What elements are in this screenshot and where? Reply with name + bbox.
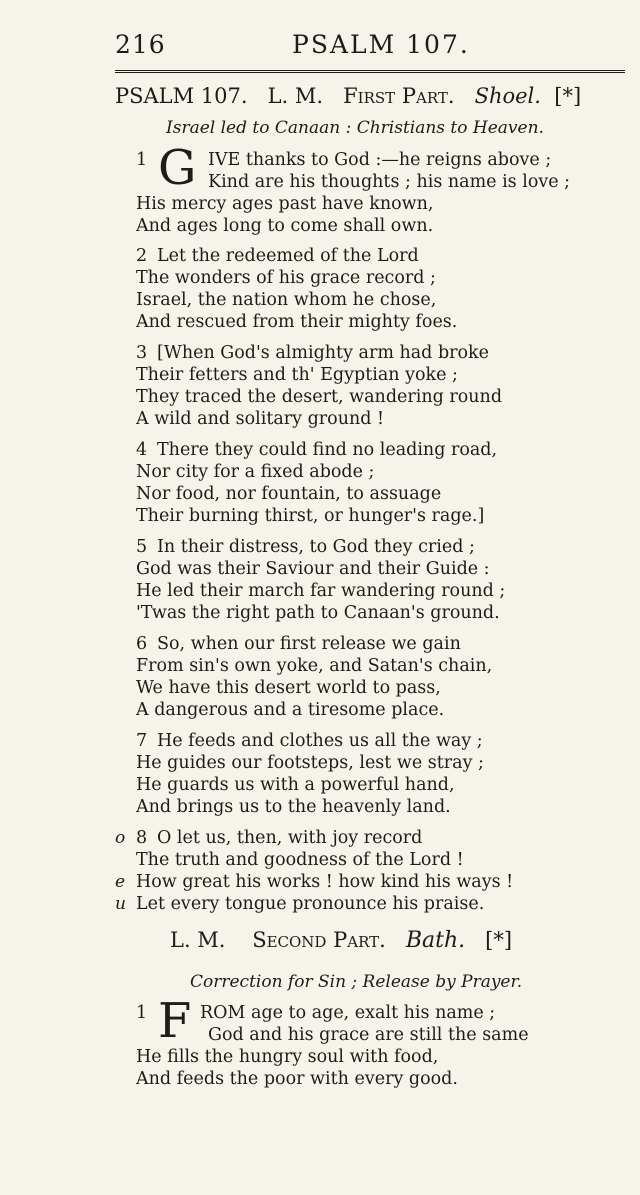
verse-line: God and his grace are still the same [208, 1025, 529, 1045]
drop-cap: F [158, 993, 192, 1049]
part2-heading [170, 928, 512, 953]
verse-number: 3 [136, 343, 148, 363]
bracket-mark: [*] [485, 928, 513, 952]
verse-line: [When God's almighty arm had broke [157, 343, 490, 363]
verse-line: Their fetters and th' Egyptian yoke ; [136, 365, 458, 385]
dynamic-mark: o [115, 828, 126, 848]
tune-name: Bath. [405, 928, 466, 953]
verse-line: Nor food, nor fountain, to assuage [136, 484, 442, 504]
verse-line: His mercy ages past have known, [136, 194, 434, 214]
verse-number: 2 [136, 246, 148, 266]
verse-line: He fills the hungry soul with food, [136, 1047, 439, 1067]
running-title: PSALM 107. [292, 30, 470, 59]
verse-line: The truth and goodness of the Lord ! [136, 850, 464, 870]
part1-subtitle: Israel led to Canaan : Christians to Heaven. [166, 118, 544, 138]
verse-line: The wonders of his grace record ; [136, 268, 436, 288]
verse-line: A dangerous and a tiresome place. [136, 700, 445, 720]
verse-line: We have this desert world to pass, [136, 678, 441, 698]
verse-number: 7 [136, 731, 148, 751]
verse-line: And rescued from their mighty foes. [136, 312, 458, 332]
verse-line: Let the redeemed of the Lord [157, 246, 419, 266]
verse-number: 5 [136, 537, 148, 557]
meter: L. M. [170, 928, 226, 952]
part2-subtitle: Correction for Sin ; Release by Prayer. [190, 972, 523, 992]
verse-line: He led their march far wandering round ; [136, 581, 506, 601]
verse-number: 1 [136, 150, 148, 170]
psalm-number: PSALM 107. [115, 84, 248, 108]
verse-number: 6 [136, 634, 148, 654]
verse-line: And ages long to come shall own. [136, 216, 434, 236]
verse-line: ROM age to age, exalt his name ; [200, 1003, 496, 1023]
verse-line: From sin's own yoke, and Satan's chain, [136, 656, 493, 676]
drop-cap: G [158, 140, 197, 196]
verse-line: He feeds and clothes us all the way ; [157, 731, 483, 751]
tune-name: Shoel. [474, 84, 541, 108]
dynamic-mark: u [115, 894, 126, 914]
verse-line: IVE thanks to God :—he reigns above ; [208, 150, 552, 170]
verse-line: So, when our first release we gain [157, 634, 461, 654]
verse-line: Kind are his thoughts ; his name is love ; [208, 172, 571, 192]
verse-line: Let every tongue pronounce his praise. [136, 894, 485, 914]
verse-line: He guides our footsteps, lest we stray ; [136, 753, 484, 773]
verse-line: Their burning thirst, or hunger's rage.] [136, 506, 485, 526]
verse-line: God was their Saviour and their Guide : [136, 559, 490, 579]
verse-line: In their distress, to God they cried ; [157, 537, 475, 557]
verse-line: There they could find no leading road, [157, 440, 498, 460]
verse-line: They traced the desert, wandering round [136, 387, 503, 407]
dynamic-mark: e [115, 872, 126, 892]
verse-line: 'Twas the right path to Canaan's ground. [136, 603, 500, 623]
verse-line: And feeds the poor with every good. [136, 1069, 458, 1089]
part-label: Second Part. [252, 928, 386, 952]
verse-line: Israel, the nation whom he chose, [136, 290, 437, 310]
verse-line: And brings us to the heavenly land. [136, 797, 451, 817]
verse-number: 4 [136, 440, 148, 460]
header-rule [115, 70, 625, 73]
verse-line: He guards us with a powerful hand, [136, 775, 455, 795]
meter: L. M. [267, 84, 324, 108]
verse-line: How great his works ! how kind his ways ! [136, 872, 514, 892]
bracket-mark: [*] [554, 84, 582, 108]
verse-line: A wild and solitary ground ! [136, 409, 385, 429]
verse-number: 8 [136, 828, 148, 848]
page-number: 216 [115, 30, 166, 59]
verse-number: 1 [136, 1003, 148, 1023]
part1-heading [115, 84, 581, 108]
verse-line: Nor city for a fixed abode ; [136, 462, 375, 482]
part-label: First Part. [343, 84, 455, 108]
verse-line: O let us, then, with joy record [157, 828, 423, 848]
